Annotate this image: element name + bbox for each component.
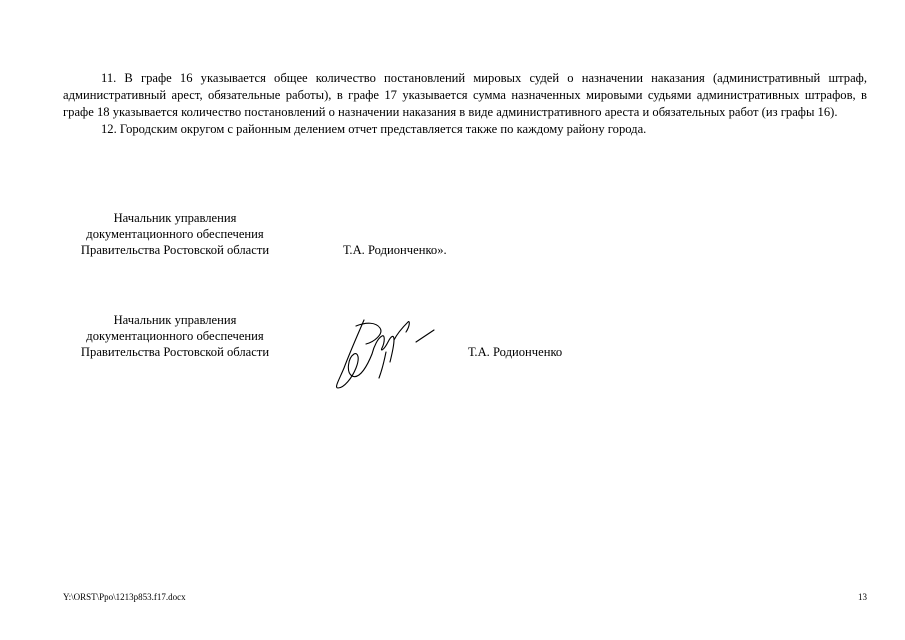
signature-block-2-title-line-2: документационного обеспечения <box>86 329 264 343</box>
signature-block-2-title-line-3: Правительства Ростовской области <box>80 345 270 359</box>
footer-file-path: Y:\ORST\Ppo\1213p853.f17.docx <box>63 592 186 602</box>
signature-block-2-title-line-1: Начальник управления <box>113 313 237 327</box>
signature-block-2-name: Т.А. Родионченко <box>468 345 563 359</box>
footer-page-number: 13 <box>858 592 867 602</box>
signature-block-1-title-line-1: Начальник управления <box>113 211 237 225</box>
paragraph-12: 12. Городским округом с районным делением отчет представляется также по каждому району города. <box>101 122 647 136</box>
signature-block-2-title <box>63 312 287 360</box>
handwritten-signature <box>330 312 438 394</box>
document-body <box>63 70 867 138</box>
signature-block-1-title-line-2: документационного обеспечения <box>86 227 264 241</box>
signature-block-1-name: Т.А. Родионченко». <box>343 243 447 257</box>
signature-block-1-title-line-3: Правительства Ростовской области <box>80 243 270 257</box>
paragraph-11: 11. В графе 16 указывается общее количество постановлений мировых судей о назначении наказания (административный штраф, административный арест, обязательные работы), в графе 17 указывается сумма назначенных мировыми судьями административных штрафов, в графе 18 указывается количество постановлений о назначении наказания в виде административного ареста и обязательных работ (из графы 16). <box>63 71 867 119</box>
signature-block-1-title <box>63 210 287 258</box>
